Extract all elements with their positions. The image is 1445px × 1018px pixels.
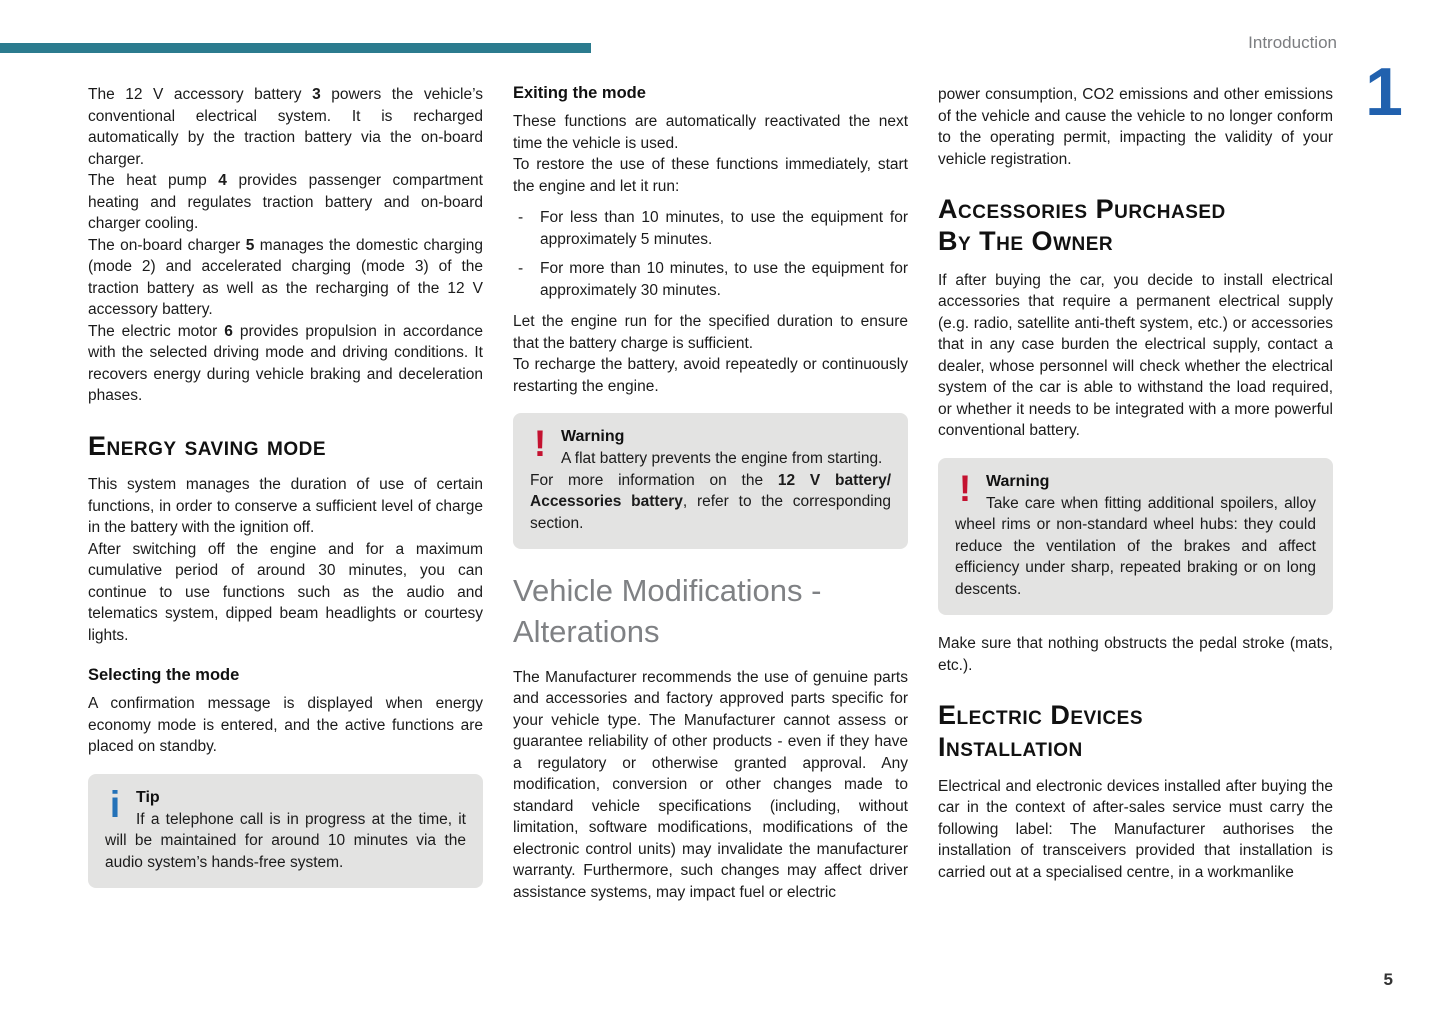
text-run: The on-board charger [88,236,246,254]
warning-icon: ! [533,423,547,464]
heading-vehicle-modifications [513,571,908,653]
paragraph: If after buying the car, you decide to install electrical accessories that require a permanent electrical supply (e.g. radio, satellite anti-theft system, etc.) or accessories that in any case burden the electrical supply, contact a dealer, whose personnel will check whether the electrical system of the car is able to withstand the load required, or whether it needs to be integrated with a more powerful conventional battery. [938,271,1333,440]
text-run: manages the domestic charging (mode 2) and accelerated charging (mode 3) of the traction battery as well as the recharging of the 12 V accessory battery. [88,236,483,318]
list-item [513,258,908,301]
warning-body: A flat battery prevents the engine from starting. [561,450,883,467]
warning-title: Warning [561,428,625,445]
warning-body [530,470,891,535]
text-run: , refer to the corresponding section. [530,493,891,532]
text-run: powers the vehicle’s conventional electrical system. It is recharged automatically by the traction battery via the on-board charger. [88,86,483,168]
paragraph [88,84,483,170]
column-2 [513,84,908,906]
text-run: For more information on the [530,471,778,489]
paragraph: Let the engine run for the specified duration to ensure that the battery charge is sufficient. [513,313,908,352]
heading-electric-devices [938,700,1333,764]
list-item-text: For more than 10 minutes, to use the equipment for approximately 30 minutes. [540,260,908,299]
paragraph: The Manufacturer recommends the use of genuine parts and accessories and factory approved parts specific for your vehicle type. The Manufacturer cannot assess or guarantee reliability of other products - even if they have a regulatory or otherwise granted approval. Any modification, conversion or other changes made to standard vehicle specifications (including, without limitation, software modifications, modifications of the electronic control units) may invalidate the manufacturer warranty. Furthermore, such changes may affect driver assistance systems, may impact fuel or electric [513,668,908,901]
callout-number: 4 [218,172,227,189]
paragraph: To restore the use of these functions immediately, start the engine and let it run: [513,156,908,195]
tip-title: Tip [136,788,160,806]
warning-body: Take care when fitting additional spoilers, alloy wheel rims or non-standard wheel hubs: they could reduce the ventilation of the brakes and affect efficiency under sharp, repeated braking or on long descents. [955,494,1316,598]
text-run: The 12 V accessory battery [88,86,313,103]
section-header: Introduction [1248,33,1337,52]
subheading-exiting-the-mode: Exiting the mode [513,84,646,102]
list-item [513,207,908,250]
callout-number: 6 [224,322,233,340]
paragraph [88,170,483,235]
paragraph: Electrical and electronic devices installed after buying the car in the context of after-sales service must carry the following label: The Manufacturer authorises the installation of transceivers provided that installation is carried out at a specialised centre, in a workmanlike [938,777,1333,881]
paragraph: power consumption, CO2 emissions and other emissions of the vehicle and cause the vehicle to no longer conform to the operating permit, impacting the validity of your vehicle registration. [938,86,1333,168]
callout-number: 5 [245,236,255,254]
paragraph: Make sure that nothing obstructs the pedal stroke (mats, etc.). [938,635,1333,674]
callout-number: 3 [312,86,321,103]
warning-box [938,458,1333,616]
heading-accessories-purchased [938,194,1333,258]
bullet-dash: - [518,260,524,277]
heading-line: By The Owner [938,225,1114,256]
heading-line: Vehicle Modifications - [513,573,822,608]
paragraph: A confirmation message is displayed when energy economy mode is entered, and the active functions are placed on standby. [88,695,483,756]
bullet-dash: - [518,209,524,226]
bold-reference: 12 V battery/ Accessories battery [530,471,892,510]
column-3 [938,84,1333,906]
subheading-selecting-the-mode: Selecting the mode [88,666,240,685]
text-run: provides propulsion in accordance with the selected driving mode and driving conditions. It recovers energy during vehicle braking and deceleration phases. [88,322,483,404]
heading-energy-saving-mode: Energy saving mode [88,430,327,461]
column-1 [88,84,483,906]
tip-body: If a telephone call is in progress at the time, it will be maintained for around 10 minutes via the audio system’s hands-free system. [105,810,466,871]
heading-line: Installation [938,732,1083,763]
text-run: provides passenger compartment heating and regulates traction battery and on-board charger cooling. [88,172,483,232]
heading-line: Electric Devices [938,700,1144,731]
paragraph: After switching off the engine and for a maximum cumulative period of around 30 minutes, you can continue to use functions such as the audio and telematics system, dipped beam headlights or courtesy lights. [88,540,483,644]
tip-box [88,774,483,889]
paragraph: These functions are automatically reactivated the next time the vehicle is used. [513,113,908,152]
warning-title: Warning [986,472,1050,490]
content-columns [88,84,1333,906]
paragraph [88,235,483,321]
text-run: The heat pump [88,172,219,189]
heading-line: Alterations [513,613,660,649]
list-item-text: For less than 10 minutes, to use the equipment for approximately 5 minutes. [540,209,908,248]
bullet-list [513,207,908,301]
heading-line: Accessories Purchased [938,194,1226,224]
paragraph [88,321,483,407]
paragraph: To recharge the battery, avoid repeatedly or continuously restarting the engine. [513,356,908,395]
warning-icon: ! [958,467,972,509]
paragraph: This system manages the duration of use of certain functions, in order to conserve a sufficient level of charge in the battery with the ignition off. [88,476,483,537]
warning-box [513,413,908,549]
page-number: 5 [1383,970,1393,989]
info-icon: i [109,783,121,825]
chapter-number: 1 [1365,54,1403,130]
text-run: The electric motor [88,322,225,340]
accent-bar [0,43,591,53]
